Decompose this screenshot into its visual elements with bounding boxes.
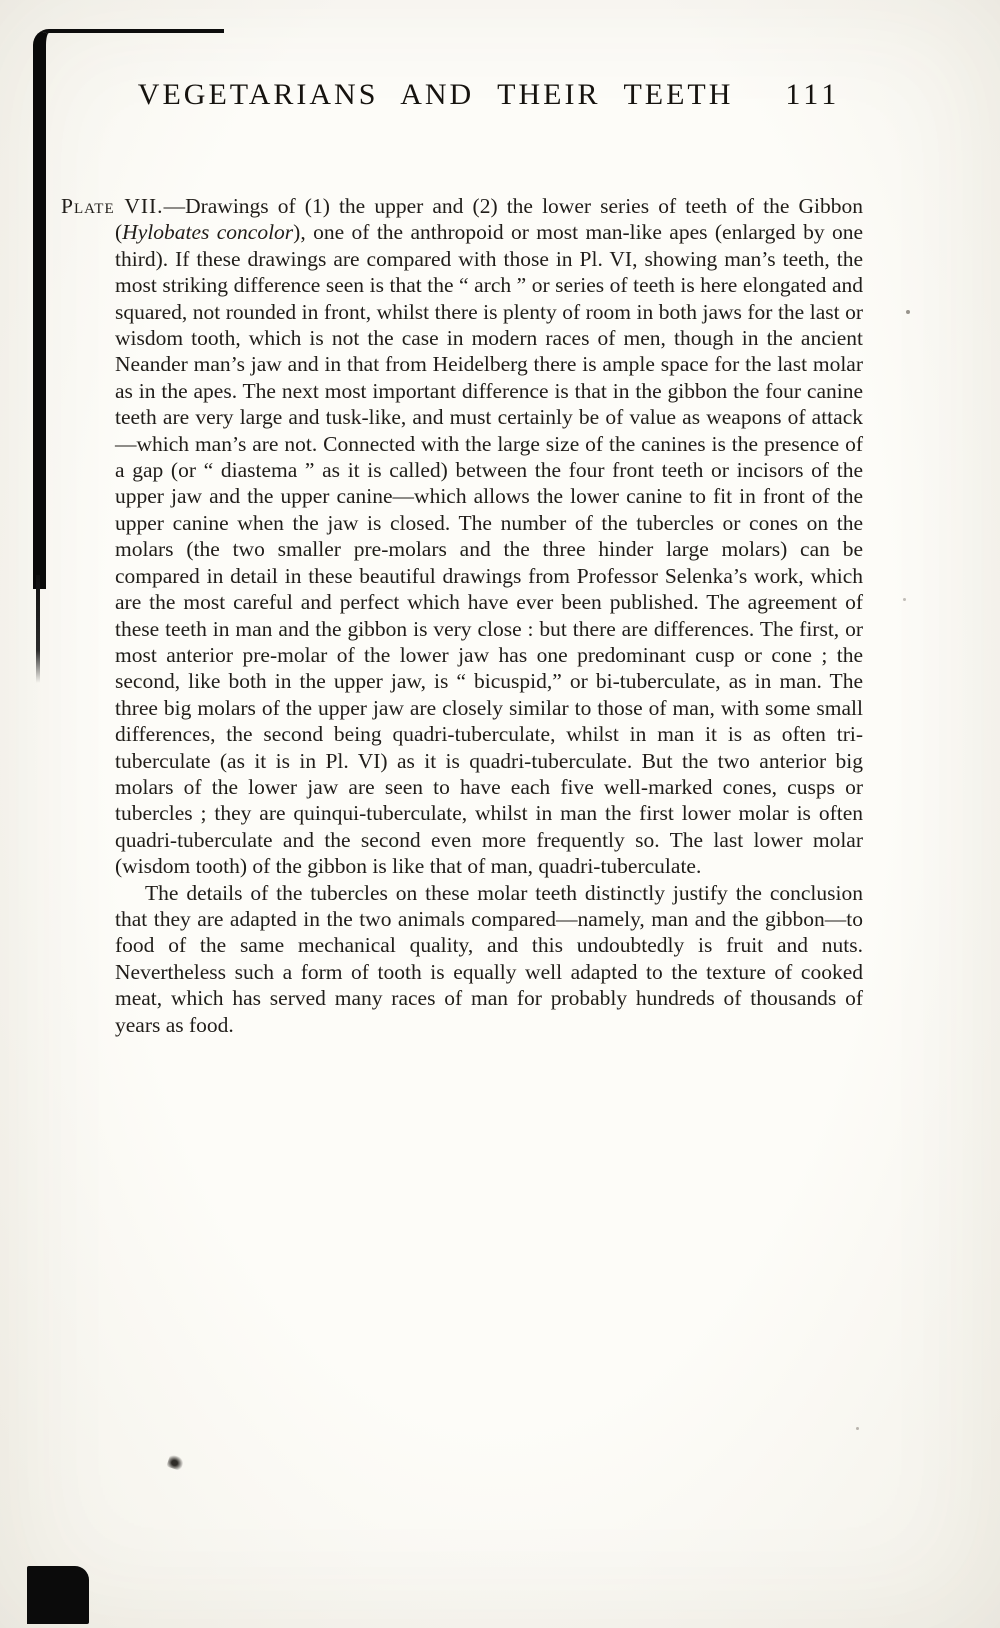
page-title: VEGETARIANS AND THEIR TEETH	[137, 78, 734, 111]
species-name: Hylobates concolor	[122, 220, 294, 245]
page-binding-tail	[36, 575, 40, 683]
ink-mark	[166, 1454, 184, 1471]
plate-text-opening: —Drawings of (1) the upper and (2) the lower series of teeth of the Gibbon (	[115, 194, 863, 245]
details-paragraph: The details of the tubercles on these molar teeth distinctly justify the conclusion that they are adapted in the two animals compared—namely, man and the gibbon—to food of the same mechanical quality, and this undoubtedly is fruit and nuts. Nevertheless such a form of tooth is equally well adapted to the texture of cooked meat, which has served many races of man for probably hundreds of thousands of years as food.	[115, 880, 863, 1037]
plate-description-paragraph	[61, 193, 863, 880]
plate-text-body: ), one of the anthropoid or most man-like apes (enlarged by one third). If these drawings are compared with those in Pl. VI, showing man’s teeth, the most striking difference seen is that the “ arch ” or series of teeth is here elongated and squared, not rounded in front, whilst there is plenty of room in both jaws for the last or wisdom tooth, which is not the case in modern races of men, though in the ancient Neander man’s jaw and in that from Heidelberg there is ample space for the last molar as in the apes. The next most important difference is that in the gibbon the four canine teeth are very large and tusk-like, and must certainly be of value as weapons of attack—which man’s are not. Connected with the large size of the canines is the presence of a gap (or “ diastema ” as it is called) between the four front teeth or incisors of the upper jaw and the upper canine—which allows the lower canine to fit in front of the upper canine when the jaw is closed. The number of the tubercles or cones on the molars (the two smaller pre-molars and the three hinder large molars) can be compared in detail in these beautiful drawings from Professor Selenka’s work, which are the most careful and perfect which have ever been published. The agreement of these teeth in man and the gibbon is very close : but there are differences. The first, or most anterior pre-molar of the lower jaw has one predominant cusp or cone ; the second, like both in the upper jaw, is “ bicuspid,” or bi-tuberculate, as in man. The three big molars of the upper jaw are closely similar to those of man, with some small differences, the second being quadri-tuberculate, whilst in man it is as often tri-tuberculate (as it is in Pl. VI) as it is quadri-tuberculate. But the two anterior big molars of the lower jaw are seen to have each five well-marked cones, cusps or tubercles ; they are quinqui-tuberculate, whilst in man the first lower molar is often quadri-tuberculate and the second even more frequently so. The last lower molar (wisdom tooth) of the gibbon is like that of man, quadri-tuberculate.	[115, 220, 863, 879]
running-header	[115, 78, 863, 112]
ink-speck	[856, 1427, 859, 1430]
body-text	[61, 193, 863, 1038]
ink-speck	[906, 310, 910, 314]
ink-speck	[903, 598, 906, 601]
page-number: 111	[785, 78, 841, 111]
plate-label: Plate VII.	[61, 194, 164, 218]
corner-blot	[27, 1566, 89, 1624]
